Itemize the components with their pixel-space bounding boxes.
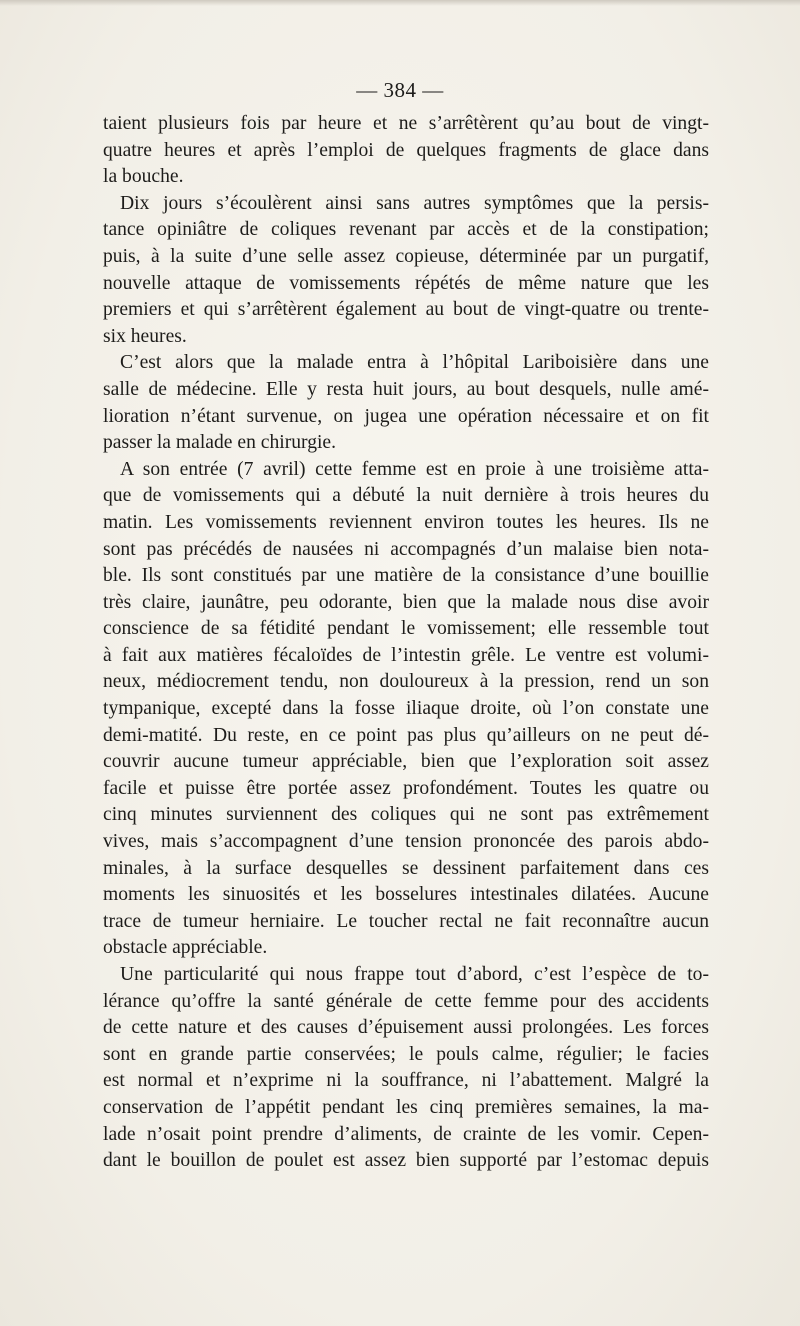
text-line: ble. Ils sont constitués par une matière de la consistance d’une bouillie bbox=[103, 565, 709, 587]
text-line: conservation de l’appétit pendant les cinq premières semaines, la ma- bbox=[103, 1096, 709, 1118]
text-line: tance opiniâtre de coliques revenant par accès et de la constipation; bbox=[103, 219, 709, 241]
text-line: lérance qu’offre la santé générale de cette femme pour des accidents bbox=[103, 990, 709, 1012]
text-line: obstacle appréciable. bbox=[103, 937, 268, 959]
text-line: passer la malade en chirurgie. bbox=[103, 432, 337, 454]
text-line: demi-matité. Du reste, en ce point pas plus qu’ailleurs on ne peut dé- bbox=[103, 724, 709, 746]
text-line: couvrir aucune tumeur appréciable, bien que l’exploration soit assez bbox=[103, 751, 709, 773]
text-line: lioration n’étant survenue, on jugea une opération nécessaire et on fit bbox=[103, 405, 709, 427]
text-line: taient plusieurs fois par heure et ne s’arrêtèrent qu’au bout de vingt- bbox=[103, 113, 709, 134]
body-text bbox=[103, 111, 709, 1175]
text-line: nouvelle attaque de vomissements répétés de même nature que les bbox=[103, 272, 709, 294]
text-line: très claire, jaunâtre, peu odorante, bien que la malade nous dise avoir bbox=[103, 591, 709, 613]
text-line: facile et puisse être portée assez profondément. Toutes les quatre ou bbox=[103, 777, 709, 799]
text-line: que de vomissements qui a débuté la nuit dernière à trois heures du bbox=[103, 485, 709, 507]
text-line: moments les sinuosités et les bosselures intestinales dilatées. Aucune bbox=[103, 884, 709, 906]
text-line: Dix jours s’écoulèrent ainsi sans autres symptômes que la persis- bbox=[120, 192, 709, 214]
text-line: la bouche. bbox=[103, 166, 184, 188]
text-line: à fait aux matières fécaloïdes de l’intestin grêle. Le ventre est volumi- bbox=[103, 644, 709, 666]
text-line: de cette nature et des causes d’épuisement aussi prolongées. Les forces bbox=[103, 1017, 709, 1039]
text-line: lade n’osait point prendre d’aliments, de crainte de les vomir. Cepen- bbox=[103, 1123, 709, 1145]
text-line: vives, mais s’accompagnent d’une tension prononcée des parois abdo- bbox=[103, 831, 709, 853]
text-line: premiers et qui s’arrêtèrent également au bout de vingt-quatre ou trente- bbox=[103, 299, 709, 321]
text-line: A son entrée (7 avril) cette femme est en proie à une troisième atta- bbox=[120, 458, 709, 480]
text-line: puis, à la suite d’une selle assez copieuse, déterminée par un purgatif, bbox=[103, 245, 709, 267]
text-line: cinq minutes surviennent des coliques qui ne sont pas extrêmement bbox=[103, 804, 709, 826]
text-line: conscience de sa fétidité pendant le vomissement; elle ressemble tout bbox=[103, 618, 709, 640]
text-line: est normal et n’exprime ni la souffrance, ni l’abattement. Malgré la bbox=[103, 1070, 709, 1092]
text-line: neux, médiocrement tendu, non douloureux à la pression, rend un son bbox=[103, 671, 709, 693]
text-line: trace de tumeur herniaire. Le toucher rectal ne fait reconnaître aucun bbox=[103, 910, 709, 932]
text-line: quatre heures et après l’emploi de quelques fragments de glace dans bbox=[103, 139, 709, 161]
text-line: six heures. bbox=[103, 325, 187, 347]
text-line: C’est alors que la malade entra à l’hôpital Lariboisière dans une bbox=[120, 352, 709, 374]
page-edge-shadow bbox=[0, 0, 800, 6]
text-line: matin. Les vomissements reviennent environ toutes les heures. Ils ne bbox=[103, 511, 709, 533]
text-line: sont pas précédés de nausées ni accompagnés d’un malaise bien nota- bbox=[103, 538, 709, 560]
page-number: — 384 — bbox=[356, 78, 444, 102]
text-line: dant le bouillon de poulet est assez bien supporté par l’estomac depuis bbox=[103, 1150, 709, 1172]
text-line: sont en grande partie conservées; le pouls calme, régulier; le facies bbox=[103, 1043, 709, 1065]
text-line: salle de médecine. Elle y resta huit jours, au bout desquels, nulle amé- bbox=[103, 378, 709, 400]
text-line: tympanique, excepté dans la fosse iliaque droite, où l’on constate une bbox=[103, 698, 709, 720]
text-line: Une particularité qui nous frappe tout d’abord, c’est l’espèce de to- bbox=[120, 964, 709, 985]
text-line: minales, à la surface desquelles se dessinent parfaitement dans ces bbox=[103, 857, 709, 879]
